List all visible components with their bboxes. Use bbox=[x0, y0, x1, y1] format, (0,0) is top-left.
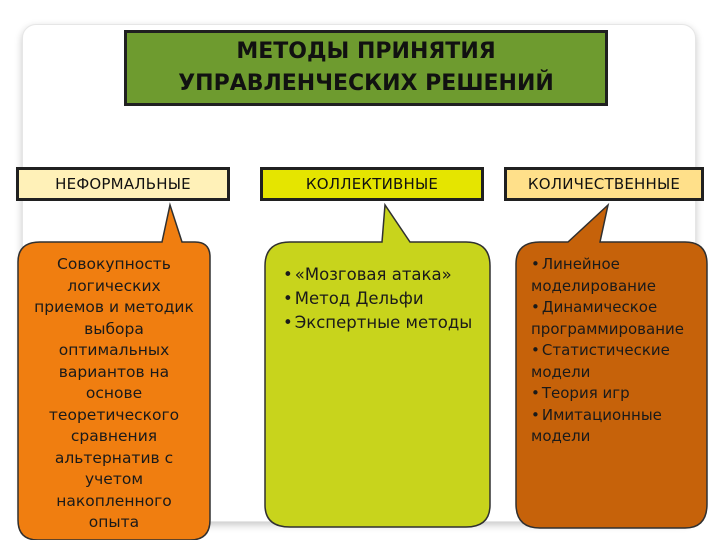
list-item bbox=[531, 405, 701, 448]
text-line: альтернатив с bbox=[54, 448, 174, 467]
bullet-mark: • bbox=[283, 265, 293, 284]
list-item-label: Имитационные модели bbox=[531, 405, 662, 445]
text-line: сравнения bbox=[70, 427, 158, 445]
bullet-mark: • bbox=[531, 255, 540, 273]
header-informal: НЕФОРМАЛЬНЫЕ bbox=[16, 167, 230, 201]
text-line: теоретического bbox=[48, 405, 180, 424]
list-item-label: Статистические модели bbox=[531, 341, 670, 381]
list-item-label: Теория игр bbox=[541, 384, 630, 402]
text-line: оптимальных bbox=[58, 341, 170, 359]
list-item bbox=[283, 311, 473, 335]
list-item-label: «Мозговая атака» bbox=[294, 265, 452, 284]
collective-methods-list bbox=[283, 263, 473, 335]
text-line: приемов и методик bbox=[34, 298, 194, 316]
title-line-2: УПРАВЛЕНЧЕСКИХ РЕШЕНИЙ bbox=[178, 71, 554, 96]
list-item bbox=[531, 297, 701, 340]
text-line: вариантов на bbox=[58, 362, 170, 381]
quantitative-methods-list bbox=[531, 254, 701, 448]
bullet-mark: • bbox=[283, 313, 293, 332]
list-item bbox=[283, 287, 473, 311]
callout-collective bbox=[265, 205, 490, 527]
text-line: учетом bbox=[84, 470, 144, 488]
list-item-label: Экспертные методы bbox=[294, 313, 473, 332]
bullet-mark: • bbox=[531, 384, 540, 402]
list-item bbox=[283, 263, 473, 287]
list-item bbox=[531, 383, 701, 405]
bullet-mark: • bbox=[531, 298, 540, 316]
bullet-mark: • bbox=[531, 341, 540, 359]
list-item bbox=[531, 254, 701, 297]
text-line: Совокупность bbox=[57, 255, 171, 273]
list-item-label: Линейное моделирование bbox=[531, 255, 656, 295]
list-item-label: Метод Дельфи bbox=[294, 289, 424, 308]
header-quantitative: КОЛИЧЕСТВЕННЫЕ bbox=[504, 167, 704, 201]
informal-description bbox=[26, 254, 202, 534]
bullet-mark: • bbox=[531, 405, 540, 424]
text-line: логических bbox=[67, 276, 161, 295]
text-line: опыта bbox=[88, 513, 140, 531]
text-line: накопленного bbox=[56, 491, 172, 510]
text-line: основе bbox=[85, 384, 143, 402]
text-line: выбора bbox=[84, 319, 144, 338]
header-collective: КОЛЛЕКТИВНЫЕ bbox=[260, 167, 484, 201]
list-item-label: Динамическое программирование bbox=[531, 298, 684, 338]
bullet-mark: • bbox=[283, 289, 293, 308]
list-item bbox=[531, 340, 701, 383]
title-line-1: МЕТОДЫ ПРИНЯТИЯ bbox=[236, 39, 496, 64]
